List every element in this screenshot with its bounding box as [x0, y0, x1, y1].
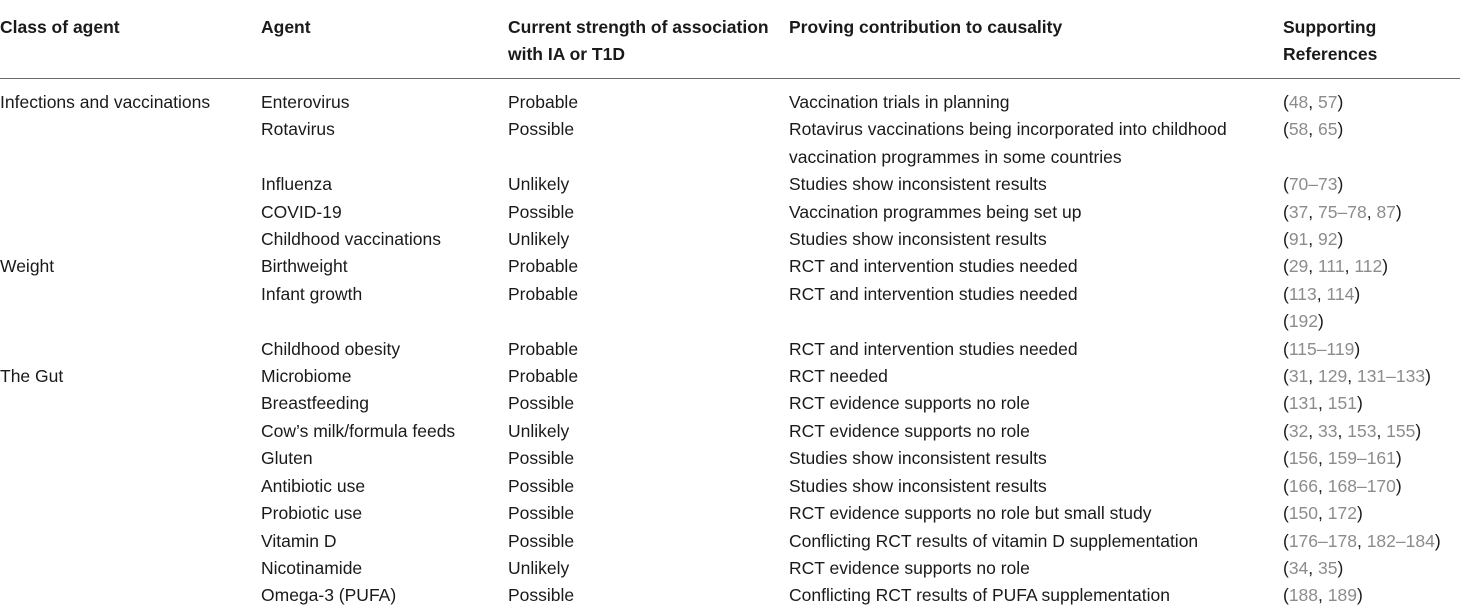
header-agent: Agent: [261, 0, 508, 79]
proving-cell: Studies show inconsistent results: [789, 229, 1047, 250]
class-cell: Infections and vaccinations: [0, 92, 211, 112]
reference-link[interactable]: 153: [1347, 420, 1377, 441]
reference-link[interactable]: 87: [1376, 201, 1396, 222]
references-cell: [1283, 363, 1460, 390]
class-cell: [0, 199, 261, 226]
references-cell: [1283, 281, 1460, 336]
class-cell: [0, 445, 261, 472]
reference-link[interactable]: 113: [1288, 283, 1317, 304]
reference-link[interactable]: 114: [1326, 283, 1355, 304]
strength-cell: Possible: [508, 119, 575, 140]
class-cell: [0, 281, 261, 336]
table-row: [0, 555, 1460, 582]
proving-cell: RCT and intervention studies needed: [789, 283, 1078, 304]
table-row: [0, 281, 1460, 336]
class-cell: [0, 418, 261, 445]
table-row: [0, 445, 1460, 472]
reference-link[interactable]: 37: [1288, 201, 1309, 222]
reference-link[interactable]: 58: [1288, 119, 1309, 140]
proving-cell: RCT and intervention studies needed: [789, 338, 1078, 359]
strength-cell: Probable: [508, 283, 579, 304]
references-cell: [1283, 253, 1460, 280]
reference-link[interactable]: 151: [1327, 393, 1357, 414]
reference-list: (48, 57): [1283, 92, 1344, 112]
table-row: [0, 116, 1460, 171]
references-cell: [1283, 445, 1460, 472]
references-cell: [1283, 500, 1460, 527]
class-cell: [0, 116, 261, 171]
reference-link[interactable]: 33: [1318, 420, 1338, 441]
references-cell: [1283, 582, 1460, 609]
reference-link[interactable]: 192: [1288, 311, 1319, 332]
strength-cell: Probable: [508, 338, 579, 359]
references-cell: [1283, 528, 1460, 555]
reference-list: (115–119): [1283, 338, 1361, 359]
reference-list: (131, 151): [1283, 393, 1363, 414]
table-row: [0, 199, 1460, 226]
strength-cell: Probable: [508, 92, 579, 112]
header-row: [0, 0, 1460, 79]
table-row: [0, 226, 1460, 253]
reference-link[interactable]: 115–119: [1288, 338, 1355, 359]
strength-cell: Possible: [508, 530, 575, 551]
reference-list: (70–73): [1283, 174, 1344, 195]
table-row: [0, 336, 1460, 363]
class-cell: [0, 336, 261, 363]
reference-link[interactable]: 168–170: [1327, 475, 1396, 496]
header-references: Supporting References: [1283, 0, 1460, 79]
proving-cell: Rotavirus vaccinations being incorporated into childhood vaccination programmes in some countries: [789, 119, 1227, 167]
reference-link[interactable]: 35: [1318, 557, 1338, 578]
reference-link[interactable]: 131: [1288, 393, 1319, 414]
reference-link[interactable]: 155: [1386, 420, 1416, 441]
agent-cell: Antibiotic use: [261, 475, 366, 496]
reference-link[interactable]: 166: [1288, 475, 1319, 496]
references-cell: [1283, 226, 1460, 253]
reference-link[interactable]: 34: [1288, 557, 1309, 578]
agent-cell: COVID-19: [261, 201, 342, 222]
proving-cell: RCT evidence supports no role: [789, 393, 1030, 414]
table-row: [0, 418, 1460, 445]
reference-link[interactable]: 188: [1288, 585, 1319, 606]
reference-link[interactable]: 48: [1288, 92, 1309, 112]
agent-cell: Enterovirus: [261, 92, 350, 112]
reference-link[interactable]: 156: [1288, 448, 1319, 469]
table-row: [0, 500, 1460, 527]
proving-cell: Conflicting RCT results of vitamin D supplementation: [789, 530, 1199, 551]
reference-link[interactable]: 32: [1288, 420, 1309, 441]
reference-list: (192): [1283, 311, 1324, 332]
reference-link[interactable]: 129: [1318, 366, 1348, 387]
table-row: [0, 390, 1460, 417]
class-cell: [0, 226, 261, 253]
agent-cell: Nicotinamide: [261, 557, 363, 578]
agent-cell: Vitamin D: [261, 530, 337, 551]
agent-cell: Probiotic use: [261, 503, 363, 524]
reference-list: (37, 75–78, 87): [1283, 201, 1402, 222]
strength-cell: Possible: [508, 475, 575, 496]
agent-cell: Birthweight: [261, 256, 348, 277]
references-cell: [1283, 199, 1460, 226]
references-cell: [1283, 336, 1460, 363]
reference-link[interactable]: 150: [1288, 503, 1319, 524]
strength-cell: Possible: [508, 201, 575, 222]
reference-list: (91, 92): [1283, 229, 1344, 250]
class-cell: Weight: [0, 256, 55, 277]
agent-cell: Breastfeeding: [261, 393, 369, 414]
reference-link[interactable]: 57: [1318, 92, 1338, 112]
proving-cell: Vaccination trials in planning: [789, 92, 1010, 112]
table-row: [0, 473, 1460, 500]
references-cell: [1283, 390, 1460, 417]
table-row: [0, 528, 1460, 555]
reference-link[interactable]: 182–184: [1366, 530, 1435, 551]
class-cell: [0, 171, 261, 198]
reference-list: (156, 159–161): [1283, 448, 1402, 469]
table-body: [0, 79, 1460, 610]
strength-cell: Unlikely: [508, 557, 570, 578]
references-cell: [1283, 555, 1460, 582]
reference-list: (32, 33, 153, 155): [1283, 420, 1422, 441]
strength-cell: Unlikely: [508, 229, 570, 250]
reference-list: (34, 35): [1283, 557, 1344, 578]
table-row: [0, 363, 1460, 390]
strength-cell: Probable: [508, 256, 579, 277]
proving-cell: Studies show inconsistent results: [789, 174, 1047, 195]
agent-cell: Infant growth: [261, 283, 363, 304]
reference-list: (166, 168–170): [1283, 475, 1402, 496]
table-row: [0, 171, 1460, 198]
reference-list: (29, 111, 112): [1283, 256, 1389, 277]
reference-link[interactable]: 70–73: [1288, 174, 1338, 195]
reference-link[interactable]: 31: [1288, 366, 1309, 387]
agent-cell: Rotavirus: [261, 119, 335, 140]
agent-cell: Microbiome: [261, 366, 352, 387]
class-cell: [0, 473, 261, 500]
strength-cell: Possible: [508, 393, 575, 414]
table-row: [0, 253, 1460, 280]
references-cell: [1283, 79, 1460, 117]
proving-cell: Studies show inconsistent results: [789, 475, 1047, 496]
proving-cell: RCT evidence supports no role: [789, 420, 1030, 441]
table-row: [0, 79, 1460, 117]
reference-link[interactable]: 159–161: [1327, 448, 1396, 469]
strength-cell: Unlikely: [508, 420, 570, 441]
agent-cell: Influenza: [261, 174, 333, 195]
header-strength: Current strength of association with IA or T1D: [508, 0, 789, 79]
reference-link[interactable]: 75–78: [1318, 201, 1367, 222]
agent-cell: Gluten: [261, 448, 313, 469]
proving-cell: Vaccination programmes being set up: [789, 201, 1082, 222]
reference-link[interactable]: 65: [1318, 119, 1338, 140]
strength-cell: Unlikely: [508, 174, 570, 195]
class-cell: [0, 390, 261, 417]
reference-link[interactable]: 112: [1354, 256, 1383, 277]
header-class-of-agent: Class of agent: [0, 0, 261, 79]
reference-list: (31, 129, 131–133): [1283, 366, 1431, 387]
reference-link[interactable]: 29: [1288, 256, 1309, 277]
strength-cell: Possible: [508, 448, 575, 469]
reference-list: (176–178, 182–184): [1283, 530, 1441, 551]
class-cell: [0, 555, 261, 582]
class-cell: The Gut: [0, 366, 64, 387]
header-proving: Proving contribution to causality: [789, 0, 1283, 79]
strength-cell: Probable: [508, 366, 579, 387]
reference-link[interactable]: 176–178: [1288, 530, 1357, 551]
reference-list: (58, 65): [1283, 119, 1344, 140]
reference-list: (188, 189): [1283, 585, 1363, 606]
reference-list: (150, 172): [1283, 503, 1363, 524]
reference-link[interactable]: 131–133: [1356, 366, 1426, 387]
reference-link[interactable]: 189: [1327, 585, 1357, 606]
class-cell: [0, 582, 261, 609]
agent-cell: Childhood obesity: [261, 338, 401, 359]
references-cell: [1283, 116, 1460, 171]
reference-link[interactable]: 91: [1288, 229, 1309, 250]
proving-cell: RCT evidence supports no role but small study: [789, 503, 1152, 524]
class-cell: [0, 528, 261, 555]
proving-cell: Studies show inconsistent results: [789, 448, 1047, 469]
reference-link[interactable]: 92: [1318, 229, 1338, 250]
proving-cell: Conflicting RCT results of PUFA supplementation: [789, 585, 1170, 606]
proving-cell: RCT and intervention studies needed: [789, 256, 1078, 277]
strength-cell: Possible: [508, 585, 575, 606]
references-cell: [1283, 171, 1460, 198]
references-cell: [1283, 473, 1460, 500]
agent-cell: Cow’s milk/formula feeds: [261, 420, 456, 441]
proving-cell: RCT evidence supports no role: [789, 557, 1030, 578]
references-cell: [1283, 418, 1460, 445]
agent-cell: Childhood vaccinations: [261, 229, 441, 250]
proving-cell: RCT needed: [789, 366, 888, 387]
reference-link[interactable]: 111: [1318, 256, 1345, 277]
class-cell: [0, 500, 261, 527]
table-row: [0, 582, 1460, 609]
reference-list: (113, 114): [1283, 283, 1361, 304]
agent-cell: Omega-3 (PUFA): [261, 585, 397, 606]
reference-link[interactable]: 172: [1327, 503, 1357, 524]
strength-cell: Possible: [508, 503, 575, 524]
